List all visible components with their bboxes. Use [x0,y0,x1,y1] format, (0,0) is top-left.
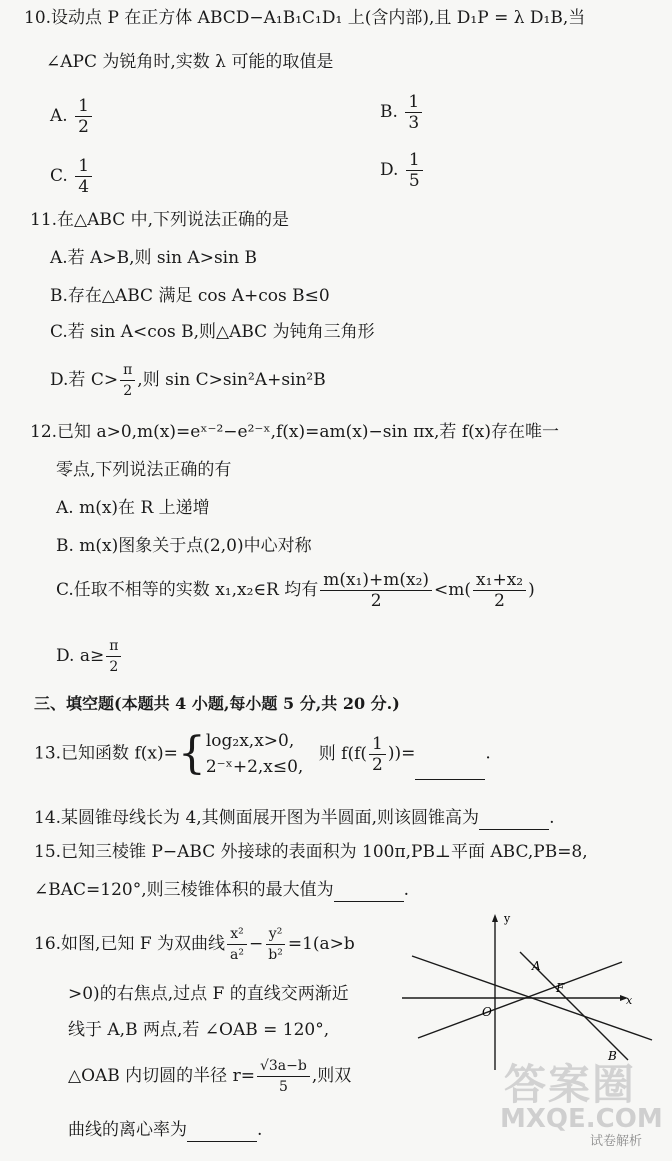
piecewise-cases: log₂x,x>0, 2⁻ˣ+2,x≤0, [205,731,304,777]
q10-line2: ∠APC 为锐角时,实数 λ 可能的取值是 [46,52,334,72]
y-axis-arrow [492,914,498,922]
watermark-caption: 试卷解析 [590,1134,643,1149]
hyperbola-figure [400,912,662,1072]
q14: 14.某圆锥母线长为 4,其侧面展开图为半圆面,则该圆锥高为 . [34,808,555,828]
fraction: $\frac{\text{x₁+x₂}}{2}$ [473,570,526,611]
q15-line1: 15.已知三棱锥 P−ABC 外接球的表面积为 100π,PB⊥平面 ABC,PB=8, [34,842,588,862]
q13: 13.已知函数 f(x)={ log₂x,x>0, 2⁻ˣ+2,x≤0, 则 f(f( $\frac{1}{2}$ ))= . [34,728,491,779]
fraction: $\frac{1}{3}$ [405,92,422,133]
left-brace: { [177,728,206,779]
option-label: C. [50,166,68,186]
answer-blank[interactable] [479,813,549,830]
q16-line4: △OAB 内切圆的半径 r= $\frac{√3a-b}{5}$ ,则双 [68,1058,352,1095]
x-axis-label: x [626,994,633,1007]
fraction: $\frac{\text{m(x₁)+m(x₂)}}{2}$ [320,570,432,611]
watermark-url: MXQE.COM [500,1104,663,1134]
q11-option-b: B.存在△ABC 满足 cos A+cos B≤0 [50,286,330,306]
q12-line2: 零点,下列说法正确的有 [56,460,232,480]
fraction: $\frac{1}{4}$ [75,156,92,197]
q12-option-d: D. a≥ $\frac{\pi}{2}$ [56,636,123,677]
answer-blank[interactable] [415,763,485,780]
y-axis-label: y [504,912,511,925]
fraction: $\frac{1}{5}$ [406,150,423,191]
watermark-logo: 答案圈 [504,1060,637,1109]
q16-line2: >0)的右焦点,过点 F 的直线交两渐近 [68,984,349,1004]
fraction: $\frac{\pi}{2}$ [106,636,121,677]
q11-option-a: A.若 A>B,则 sin A>sin B [50,248,257,268]
asymptote-2 [418,962,622,1038]
fraction: $\frac{\text{y²}}{\text{b²}}$ [265,924,286,965]
answer-blank[interactable] [187,1125,257,1142]
q11-stem: 11.在△ABC 中,下列说法正确的是 [30,210,290,230]
fraction: $\frac{\text{x²}}{\text{a²}}$ [227,924,247,965]
fraction: $\frac{\pi}{2}$ [120,360,135,401]
fraction: $\frac{√3a-b}{5}$ [257,1056,310,1097]
q12-line1: 12.已知 a>0,m(x)=eˣ⁻²−e²⁻ˣ,f(x)=am(x)−sin πx,若 f(x)存在唯一 [30,422,559,442]
q10-option-d [380,150,425,191]
option-label: D. [380,160,399,180]
q16-line3: 线于 A,B 两点,若 ∠OAB = 120°, [68,1020,330,1040]
option-label: A. [50,106,68,126]
answer-blank[interactable] [334,885,404,902]
q11-option-d: D.若 C> $\frac{\pi}{2}$ ,则 sin C>sin²A+sin²B [50,362,326,399]
fraction: $\frac{1}{2}$ [75,96,92,137]
point-b-label: B [608,1049,617,1063]
q12-option-c: C.任取不相等的实数 x₁,x₂∈R 均有 $\frac{\text{m(x₁)+m(x₂)}}{2}$ <m( $\frac{\text{x₁+x₂}}{2}$ ) [56,570,535,611]
section-heading: 三、填空题(本题共 4 小题,每小题 5 分,共 20 分.) [34,694,400,713]
q15-line2: ∠BAC=120°,则三棱锥体积的最大值为 . [34,880,410,900]
q10-line1: 10.设动点 P 在正方体 ABCD−A₁B₁C₁D₁ 上(含内部),且 D₁P = λ D₁B,当 [24,8,586,28]
q16-line1: 16.如图,已知 F 为双曲线 $\frac{\text{x²}}{\text{a²}}$ − $\frac{\text{y²}}{\text{b²}}$ =1(a>b [34,926,355,963]
q12-option-a: A. m(x)在 R 上递增 [56,498,210,518]
point-a-label: A [532,959,541,973]
q16-line5: 曲线的离心率为 . [68,1120,263,1140]
fraction: $\frac{1}{2}$ [369,734,386,775]
q12-option-b: B. m(x)图象关于点(2,0)中心对称 [56,536,312,556]
option-label: B. [380,102,398,122]
point-f-label: F [556,981,565,995]
q10-option-c [50,156,94,197]
point-o-label: O [482,1005,492,1019]
q10-option-a [50,96,94,137]
q10-option-b [380,92,424,133]
q11-option-c: C.若 sin A<cos B,则△ABC 为钝角三角形 [50,322,375,342]
